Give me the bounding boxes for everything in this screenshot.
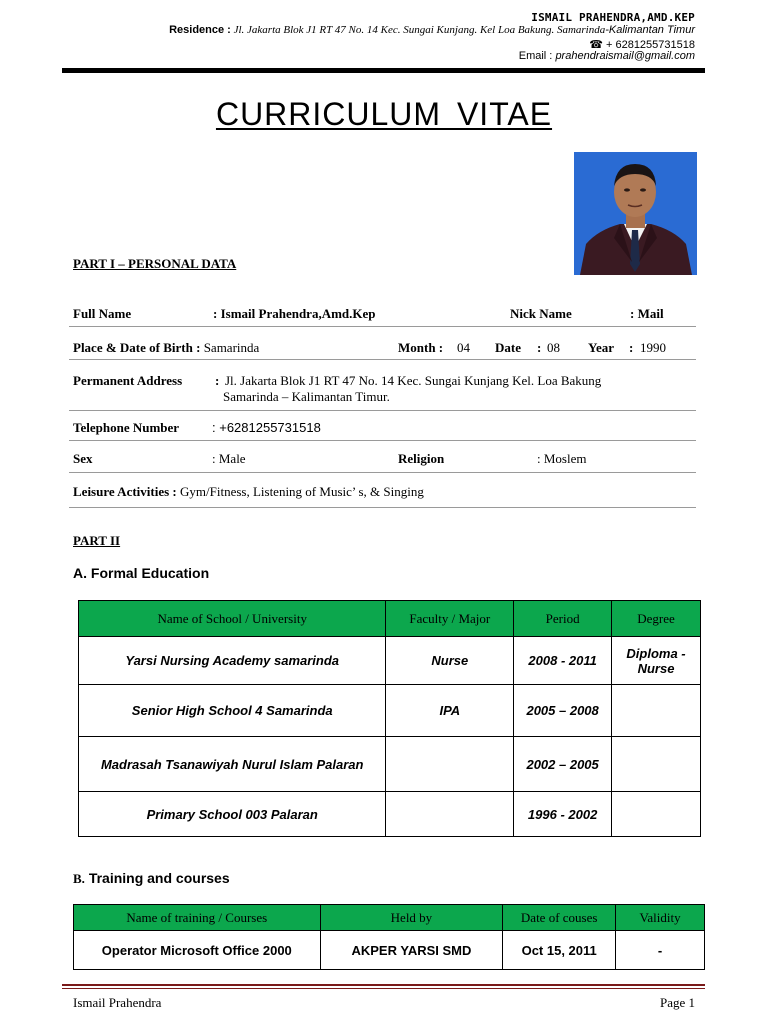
divider (69, 507, 696, 508)
column-header: Date of couses (503, 905, 616, 931)
column-header: Name of training / Courses (74, 905, 321, 931)
year-value: 1990 (640, 340, 666, 355)
sex-value: : Male (212, 451, 246, 466)
full-name-row (73, 306, 664, 322)
column-header: Faculty / Major (386, 601, 514, 637)
school-cell: Madrasah Tsanawiyah Nurul Islam Palaran (79, 737, 386, 792)
leisure-value: Gym/Fitness, Listening of Music’ s, & Singing (180, 484, 424, 499)
birth-row (73, 340, 666, 356)
major-cell: Nurse (386, 637, 514, 685)
held-by-cell: AKPER YARSI SMD (320, 931, 503, 970)
birth-place: Samarinda (203, 340, 260, 355)
table-header-row (79, 601, 701, 637)
validity-cell: - (616, 931, 705, 970)
school-cell: Primary School 003 Palaran (79, 792, 386, 837)
major-cell (386, 792, 514, 837)
header-divider (62, 68, 705, 73)
telephone-row (73, 420, 321, 436)
month-label: Month : (398, 340, 444, 355)
nick-name-label: Nick Name (510, 306, 572, 321)
period-cell: 2005 – 2008 (514, 685, 612, 737)
header-email (519, 50, 695, 62)
divider (69, 472, 696, 473)
divider (69, 440, 696, 441)
date-value: 08 (547, 340, 560, 355)
residence-label: Residence : (169, 24, 231, 36)
period-cell: 2002 – 2005 (514, 737, 612, 792)
birth-label: Place & Date of Birth : (73, 340, 201, 355)
training-heading-text: Training and courses (88, 870, 230, 886)
address-line2: Samarinda – Kalimantan Timur. (223, 389, 390, 404)
religion-label: Religion (398, 451, 445, 466)
footer-page-number: Page 1 (659, 995, 695, 1010)
table-row (79, 792, 701, 837)
degree-cell (612, 737, 701, 792)
profile-photo (574, 152, 697, 275)
footer-divider (62, 984, 705, 986)
degree-cell (612, 792, 701, 837)
address-colon: : (215, 373, 220, 388)
course-cell: Operator Microsoft Office 2000 (74, 931, 321, 970)
header-name: ISMAIL PRAHENDRA,AMD.KEP (531, 11, 695, 24)
table-row (79, 685, 701, 737)
period-cell: 1996 - 2002 (514, 792, 612, 837)
column-header: Held by (320, 905, 503, 931)
date-label: Date (495, 340, 521, 355)
part1-heading: PART I – PERSONAL DATA (73, 256, 237, 271)
date-colon: : (537, 340, 542, 355)
school-cell: Senior High School 4 Samarinda (79, 685, 386, 737)
table-header-row (74, 905, 705, 931)
major-cell (386, 737, 514, 792)
degree-cell (612, 685, 701, 737)
address-line1: Jl. Jakarta Blok J1 RT 47 No. 14 Kec. Sungai Kunjang Kel. Loa Bakung (225, 373, 602, 388)
header-residence (169, 24, 695, 36)
year-colon: : (629, 340, 634, 355)
column-header: Period (514, 601, 612, 637)
table-row (74, 931, 705, 970)
training-heading-letter: B. (73, 871, 85, 886)
full-name-label: Full Name (73, 306, 132, 321)
leisure-row (73, 484, 424, 500)
table-row (79, 637, 701, 685)
training-table (73, 904, 705, 970)
degree-cell: Diploma - Nurse (612, 637, 701, 685)
full-name-value: : Ismail Prahendra,Amd.Kep (213, 306, 376, 321)
sex-label: Sex (73, 451, 93, 466)
sex-row (73, 451, 587, 467)
divider (69, 359, 696, 360)
email-label: Email : (518, 50, 553, 62)
document-title: CURRICULUM VITAE (215, 96, 553, 132)
part2-heading: PART II (73, 533, 121, 548)
major-cell: IPA (386, 685, 514, 737)
nick-name-value: : Mail (630, 306, 664, 321)
training-heading (73, 870, 230, 887)
formal-education-table (78, 600, 701, 837)
footer-name: Ismail Prahendra (73, 995, 162, 1010)
leisure-label: Leisure Activities : (73, 484, 177, 499)
formal-education-heading: A. Formal Education (73, 565, 210, 581)
column-header: Validity (616, 905, 705, 931)
residence-address: Jl. Jakarta Blok J1 RT 47 No. 14 Kec. Sungai Kunjang. Kel Loa Bakung. Samarinda (233, 24, 606, 36)
residence-region: -Kalimantan Timur (605, 24, 695, 36)
table-row (79, 737, 701, 792)
address-label: Permanent Address (73, 373, 183, 388)
email-address[interactable]: prahendraismail@gmail.com (555, 50, 695, 62)
footer-divider (62, 988, 705, 989)
telephone-label: Telephone Number (73, 420, 180, 435)
column-header: Name of School / University (79, 601, 386, 637)
column-header: Degree (612, 601, 701, 637)
religion-value: : Moslem (537, 451, 587, 466)
period-cell: 2008 - 2011 (514, 637, 612, 685)
divider (69, 410, 696, 411)
month-value: 04 (457, 340, 470, 355)
address-row (73, 373, 602, 404)
telephone-value: : +6281255731518 (212, 420, 321, 435)
year-label: Year (588, 340, 614, 355)
header-phone-number: + 6281255731518 (605, 39, 695, 51)
telephone-icon: ☎ (589, 39, 603, 51)
divider (69, 326, 696, 327)
date-cell: Oct 15, 2011 (503, 931, 616, 970)
school-cell: Yarsi Nursing Academy samarinda (79, 637, 386, 685)
